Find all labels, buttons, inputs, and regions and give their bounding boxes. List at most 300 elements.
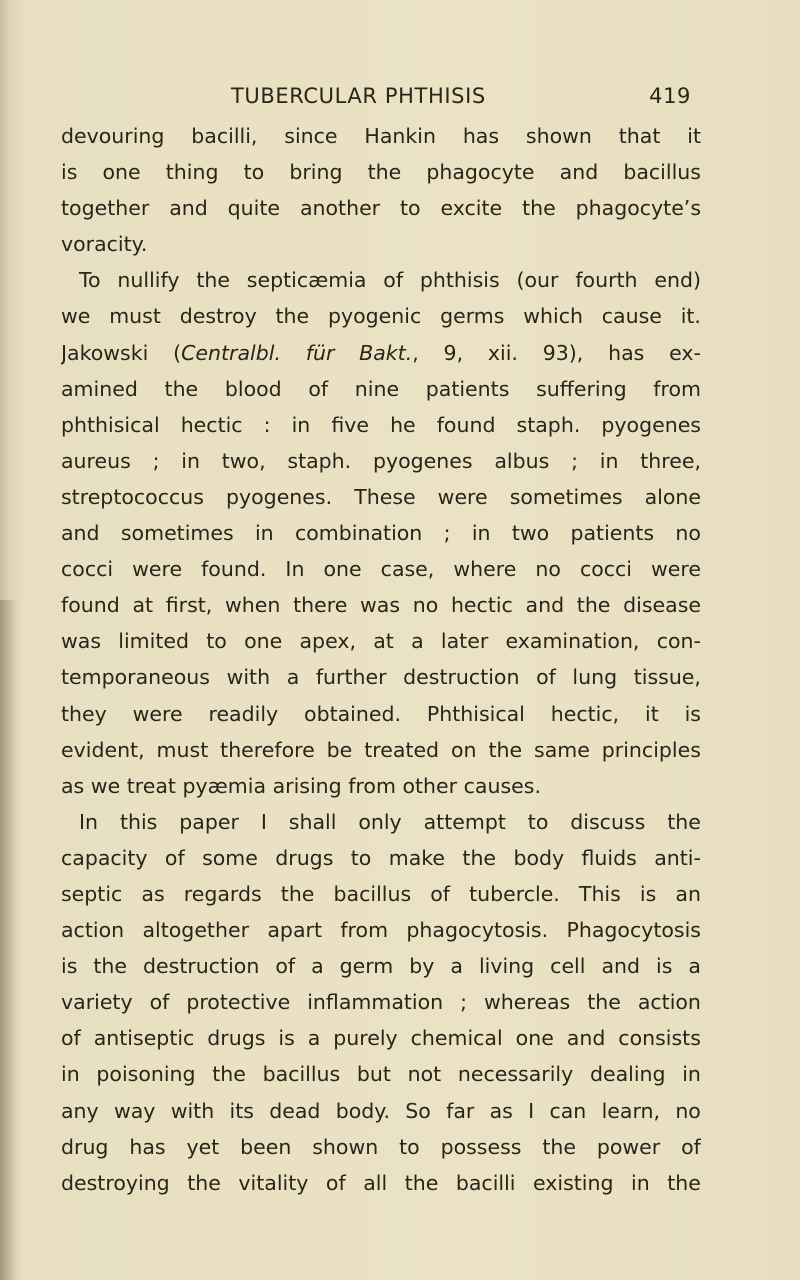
text-line	[61, 732, 701, 768]
word: a	[450, 954, 463, 979]
word: suffering	[536, 376, 627, 401]
word: regards	[183, 881, 262, 906]
word: the	[542, 1134, 576, 1159]
word: living	[478, 954, 535, 979]
word: there	[293, 593, 348, 618]
word: the	[196, 268, 230, 293]
word: a	[307, 1026, 321, 1051]
word: variety	[61, 990, 133, 1015]
word: is	[61, 954, 78, 979]
word: on	[451, 737, 477, 762]
word: dealing	[589, 1062, 666, 1087]
word: thing	[165, 160, 219, 185]
word: in	[631, 1170, 650, 1195]
word: one	[102, 160, 141, 185]
word: bacilli	[455, 1170, 516, 1195]
word: of	[681, 1134, 701, 1159]
word: drug	[61, 1134, 109, 1159]
word: tubercle.	[469, 881, 560, 906]
word: septicæmia	[246, 268, 367, 293]
word: were	[651, 557, 701, 582]
word: Jakowski	[61, 340, 149, 365]
word: is	[278, 1026, 295, 1051]
word: of	[430, 881, 450, 906]
word: to	[243, 160, 265, 185]
word: xii.	[487, 340, 518, 365]
word: the	[367, 160, 402, 185]
word: is	[639, 881, 657, 906]
text-line	[61, 912, 701, 948]
running-head	[231, 80, 691, 112]
word: attempt	[423, 809, 506, 834]
word: streptococcus	[61, 484, 204, 509]
word: must	[156, 737, 209, 762]
word: end)	[654, 268, 701, 293]
word: its	[229, 1098, 254, 1123]
word: necessarily	[457, 1062, 574, 1087]
word: destruction	[143, 954, 260, 979]
word: and	[559, 160, 599, 185]
word: of	[61, 1026, 81, 1051]
word: altogether	[142, 918, 250, 943]
word: cell	[550, 954, 586, 979]
word: and	[61, 521, 100, 546]
word: I	[260, 809, 267, 834]
word: nullify	[117, 268, 180, 293]
word: is	[61, 160, 78, 185]
word: fluids	[581, 845, 637, 870]
word: pyogenic	[327, 304, 422, 329]
word: I	[528, 1098, 535, 1123]
text-line	[61, 154, 701, 190]
text-line	[61, 190, 701, 226]
text-line	[61, 587, 701, 623]
word: he	[390, 412, 416, 437]
word: first,	[165, 593, 213, 618]
word: shall	[288, 809, 337, 834]
word: bring	[289, 160, 343, 185]
word: alone	[644, 484, 701, 509]
word: treat	[126, 773, 176, 798]
word: patients	[570, 521, 655, 546]
page-gutter-shadow	[0, 600, 18, 1280]
word: is	[684, 701, 701, 726]
text-line	[61, 335, 701, 371]
word: ;	[152, 448, 160, 473]
word: was	[61, 629, 102, 654]
word: albus	[494, 448, 550, 473]
word: that	[618, 124, 661, 148]
word: drugs	[207, 1026, 266, 1051]
word: to	[400, 196, 421, 221]
word: phagocyte	[426, 160, 535, 185]
text-line	[61, 371, 701, 407]
text-line	[61, 623, 701, 659]
word: shown	[312, 1134, 379, 1159]
word: been	[240, 1134, 292, 1159]
word: possess	[440, 1134, 522, 1159]
word: at	[132, 593, 154, 618]
word: as	[489, 1098, 513, 1123]
word: phthisis	[419, 268, 500, 293]
word: was	[360, 593, 401, 618]
word: one	[323, 557, 362, 582]
word: from	[653, 376, 701, 401]
word: phagocyte’s	[575, 196, 701, 221]
word: quite	[227, 196, 281, 221]
word: sometimes	[509, 484, 623, 509]
word: dead	[269, 1098, 321, 1123]
word: power	[596, 1134, 661, 1159]
word: disease	[623, 593, 701, 618]
word: but	[356, 1062, 391, 1087]
word: pyogenes	[601, 412, 701, 437]
word: the	[576, 593, 611, 618]
word: of	[149, 990, 170, 1015]
word: These	[354, 484, 416, 509]
word: antiseptic	[93, 1026, 195, 1051]
word: from	[340, 918, 389, 943]
word: found	[436, 412, 496, 437]
word: tissue,	[633, 665, 701, 690]
word: with	[226, 665, 271, 690]
word: 9,	[443, 340, 464, 365]
word: only	[358, 809, 402, 834]
word: another	[299, 196, 381, 221]
word: limited	[118, 629, 189, 654]
word: to	[350, 845, 372, 870]
word: same	[534, 737, 590, 762]
text-line	[61, 407, 701, 443]
word: therefore	[220, 737, 315, 762]
word: chemical	[410, 1026, 503, 1051]
text-line	[61, 443, 701, 479]
word: we	[90, 773, 121, 798]
word: consists	[618, 1026, 701, 1051]
word: bacillus	[262, 1062, 341, 1087]
word: Phagocytosis	[566, 918, 701, 943]
text-line	[61, 984, 701, 1020]
word: obtained.	[304, 701, 402, 726]
word: con-	[656, 629, 701, 654]
word: at	[373, 629, 394, 654]
word: temporaneous	[61, 665, 210, 690]
word: and	[601, 954, 641, 979]
text-line	[61, 226, 701, 262]
word: since	[284, 124, 338, 148]
word: This	[578, 881, 621, 906]
word: the	[93, 954, 128, 979]
word: yet	[186, 1134, 220, 1159]
word: of	[325, 1170, 346, 1195]
text-line	[61, 1056, 701, 1092]
word: (Centralbl.	[173, 340, 281, 365]
word: later	[440, 629, 489, 654]
word: paper	[179, 809, 239, 834]
word: three,	[640, 448, 701, 473]
text-line	[61, 262, 701, 298]
word: of	[275, 954, 296, 979]
text-line	[61, 804, 701, 840]
word: where	[453, 557, 517, 582]
word: not	[407, 1062, 442, 1087]
word: of	[164, 845, 185, 870]
text-line	[61, 1020, 701, 1056]
text-line	[61, 696, 701, 732]
word: an	[675, 881, 701, 906]
word: existing	[533, 1170, 614, 1195]
word: one	[515, 1026, 554, 1051]
word: were	[132, 701, 183, 726]
word: the	[522, 196, 556, 221]
word: patients	[425, 376, 510, 401]
word: germ	[339, 954, 394, 979]
word: Hankin	[364, 124, 436, 148]
word: lung	[572, 665, 618, 690]
word: bacilli,	[191, 124, 258, 148]
text-line	[61, 479, 701, 515]
word: has	[462, 124, 500, 148]
word: it.	[680, 304, 701, 329]
text-line	[61, 551, 701, 587]
word: destroy	[179, 304, 257, 329]
word: septic	[61, 881, 123, 906]
word: ;	[443, 521, 451, 546]
word: excite	[440, 196, 503, 221]
word: Phthisical	[426, 701, 525, 726]
word: has	[129, 1134, 166, 1159]
word: ;	[460, 990, 468, 1015]
page-number: 419	[649, 84, 691, 108]
word: which	[523, 304, 583, 329]
word: all	[363, 1170, 388, 1195]
word: found	[61, 593, 120, 618]
word: poisoning	[96, 1062, 196, 1087]
word: cocci	[579, 557, 632, 582]
word: ;	[571, 448, 578, 473]
word: a	[286, 665, 300, 690]
word: cause	[601, 304, 662, 329]
word: bacillus	[333, 881, 412, 906]
word: für	[305, 340, 335, 365]
word: it	[645, 701, 659, 726]
word: staph.	[287, 448, 352, 473]
word: apart	[267, 918, 322, 943]
word: one	[244, 629, 283, 654]
word: in	[181, 448, 200, 473]
word: were	[132, 557, 183, 582]
word: 93),	[542, 340, 584, 365]
word: the	[212, 1062, 246, 1087]
word: ex-	[669, 340, 701, 365]
text-line	[61, 298, 701, 334]
word: aureus	[61, 448, 131, 473]
text-line	[61, 1093, 701, 1129]
word: a	[311, 954, 324, 979]
word: some	[202, 845, 258, 870]
word: learn,	[601, 1098, 661, 1123]
word: to	[399, 1134, 420, 1159]
text-line	[61, 659, 701, 695]
word: with	[170, 1098, 215, 1123]
word: the	[280, 881, 315, 906]
word: further	[315, 665, 387, 690]
word: phagocytosis.	[406, 918, 549, 943]
word: (our	[516, 268, 559, 293]
word: far	[446, 1098, 475, 1123]
word: of	[383, 268, 404, 293]
word: this	[119, 809, 158, 834]
word: the	[164, 376, 199, 401]
word: found.	[201, 557, 267, 582]
word: the	[667, 809, 701, 834]
word: readily	[208, 701, 279, 726]
word: voracity.	[61, 232, 148, 257]
word: examination,	[505, 629, 640, 654]
word: to	[206, 629, 227, 654]
word: capacity	[61, 845, 148, 870]
word: drugs	[275, 845, 334, 870]
word: it	[687, 124, 701, 148]
word: no	[535, 557, 561, 582]
word: two,	[221, 448, 266, 473]
word: So	[405, 1098, 431, 1123]
word: together	[61, 196, 150, 221]
word: five	[331, 412, 370, 437]
word: they	[61, 701, 107, 726]
word: pyogenes	[372, 448, 473, 473]
word: we	[61, 304, 91, 329]
word: To	[79, 268, 101, 293]
word: germs	[440, 304, 505, 329]
word: a	[411, 629, 424, 654]
text-line	[61, 948, 701, 984]
word: is	[656, 954, 673, 979]
text-line	[61, 876, 701, 912]
word: the	[275, 304, 310, 329]
word: evident,	[61, 737, 145, 762]
word: principles	[601, 737, 701, 762]
word: and	[525, 593, 565, 618]
word: as	[61, 773, 85, 798]
word: bacillus	[623, 160, 701, 185]
word: hectic	[180, 412, 243, 437]
word: :	[263, 412, 271, 437]
word: the	[462, 845, 497, 870]
word: destroying	[61, 1170, 170, 1195]
word: the	[667, 1170, 701, 1195]
word: no	[412, 593, 439, 618]
word: two	[511, 521, 550, 546]
word: and	[566, 1026, 606, 1051]
word: purely	[333, 1026, 398, 1051]
word: whereas	[484, 990, 571, 1015]
word: when	[225, 593, 281, 618]
word: make	[388, 845, 446, 870]
word: from	[348, 773, 396, 798]
word: the	[488, 737, 523, 762]
word: cocci	[61, 557, 114, 582]
word: pyogenes.	[226, 484, 333, 509]
word: any	[61, 1098, 99, 1123]
word: treated	[364, 737, 440, 762]
word: Bakt.,	[359, 340, 419, 365]
word: the	[587, 990, 621, 1015]
word: body.	[335, 1098, 390, 1123]
word: protective	[186, 990, 291, 1015]
text-line	[61, 1129, 701, 1165]
word: as	[141, 881, 165, 906]
word: in	[254, 521, 274, 546]
word: to	[527, 809, 549, 834]
word: combination	[294, 521, 423, 546]
word: sometimes	[120, 521, 234, 546]
word: blood	[224, 376, 282, 401]
text-line	[61, 768, 701, 804]
word: in	[599, 448, 619, 473]
word: has	[608, 340, 645, 365]
running-head-title: TUBERCULAR PHTHISIS	[231, 84, 486, 108]
word: the	[187, 1170, 221, 1195]
word: hectic,	[550, 701, 620, 726]
text-line	[61, 515, 701, 551]
word: of	[536, 665, 556, 690]
word: no	[675, 1098, 701, 1123]
word: pyæmia	[182, 773, 267, 798]
word: In	[285, 557, 305, 582]
word: a	[688, 954, 701, 979]
word: phthisical	[61, 412, 160, 437]
word: action	[61, 918, 125, 943]
word: in	[471, 521, 491, 546]
word: way	[113, 1098, 156, 1123]
text-line	[61, 1165, 701, 1201]
text-line	[61, 840, 701, 876]
word: were	[437, 484, 488, 509]
word: causes.	[463, 773, 541, 798]
body-text	[61, 118, 701, 1201]
word: and	[169, 196, 208, 221]
word: other	[402, 773, 458, 798]
word: devouring	[61, 124, 165, 148]
word: destruction	[403, 665, 520, 690]
word: the	[404, 1170, 439, 1195]
word: in	[61, 1062, 80, 1087]
word: by	[409, 954, 435, 979]
word: fourth	[575, 268, 638, 293]
text-line	[61, 118, 701, 154]
word: vitality	[238, 1170, 309, 1195]
word: arising	[272, 773, 342, 798]
word: in	[682, 1062, 701, 1087]
word: In	[79, 809, 99, 834]
word: amined	[61, 376, 138, 401]
word: staph.	[516, 412, 581, 437]
word: nine	[354, 376, 400, 401]
word: no	[675, 521, 701, 546]
word: apex,	[299, 629, 356, 654]
word: inflammation	[307, 990, 444, 1015]
word: anti-	[654, 845, 701, 870]
word: must	[109, 304, 161, 329]
word: action	[637, 990, 701, 1015]
word: can	[549, 1098, 587, 1123]
word: hectic	[450, 593, 513, 618]
word: of	[308, 376, 329, 401]
word: body	[513, 845, 565, 870]
word: discuss	[570, 809, 646, 834]
word: case,	[380, 557, 435, 582]
